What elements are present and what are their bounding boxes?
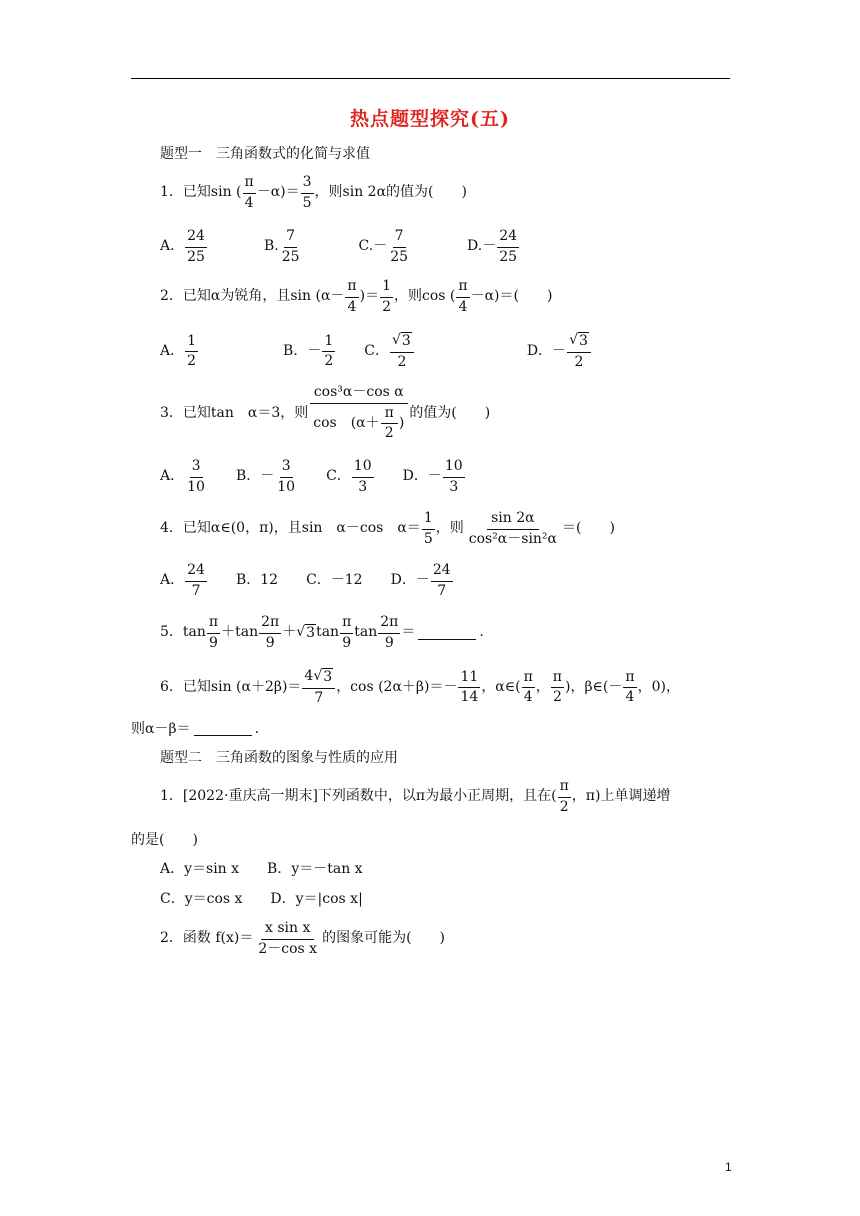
question-1-1: 1．已知sin ( π 4 －α)＝ 3 5 ，则sin 2α的值为( ) — [160, 174, 467, 211]
question-1-3: 3．已知tan α＝3，则 cos³α－cos α cos (α＋ π 2 ) 的值为( ) — [160, 384, 491, 441]
question-2-1-options-row2: C．y＝cos x D．y＝|cos x| — [160, 891, 363, 907]
page-number: 1 — [725, 1160, 732, 1174]
question-1-2-options: A． 1 2 B．－ 1 2 C． √ 3 2 D．－ √ 3 2 — [160, 332, 592, 371]
section-heading-2: 题型二 三角函数的图象与性质的应用 — [160, 750, 398, 766]
question-1-6: 6．已知sin (α＋2β)＝ 4√ 3 7 ，cos (2α＋β)＝－ 11 14 ，α∈( π 4 ， π 2 )，β∈(－ π 4 ，0)， — [160, 668, 680, 706]
question-2-1-line2: 的是( ) — [131, 832, 198, 848]
answer-blank — [418, 627, 476, 640]
question-2-1: 1．[2022·重庆高一期末]下列函数中，以π为最小正周期，且在( π 2 ，π)上单调递增 — [160, 778, 671, 815]
question-1-4-options: A． 24 7 B．12 C．－12 D．－ 24 7 — [160, 562, 451, 599]
answer-blank — [194, 723, 252, 736]
question-1-2: 2．已知α为锐角，且sin (α－ π 4 )＝ 1 2 ，则cos ( π 4 －α)＝( ) — [160, 278, 553, 315]
question-1-5: 5．tan π 9 ＋tan 2π 9 ＋ √ 3 tan π 9 tan 2π 9 ＝ . — [160, 614, 484, 651]
section-heading-1: 题型一 三角函数式的化简与求值 — [160, 146, 370, 162]
question-1-3-options: A． 3 10 B．－ 3 10 C． 10 3 D．－ 10 3 — [160, 458, 463, 495]
page-title: 热点题型探究(五) — [350, 108, 510, 130]
header-rule — [131, 78, 730, 79]
question-1-4: 4．已知α∈(0，π)，且sin α－cos α＝ 1 5 ，则 sin 2α cos²α－sin²α ＝( ) — [160, 510, 615, 547]
question-2-2: 2．函数 f(x)＝ x sin x 2－cos x 的图象可能为( ) — [160, 920, 446, 957]
question-2-1-options-row1: A．y＝sin x B．y＝－tan x — [160, 861, 363, 877]
question-1-1-options: A． 24 25 B. 7 25 C.－ 7 25 D.－ 24 25 — [160, 228, 518, 265]
question-1-6-line2: 则α－β＝ . — [131, 721, 260, 737]
